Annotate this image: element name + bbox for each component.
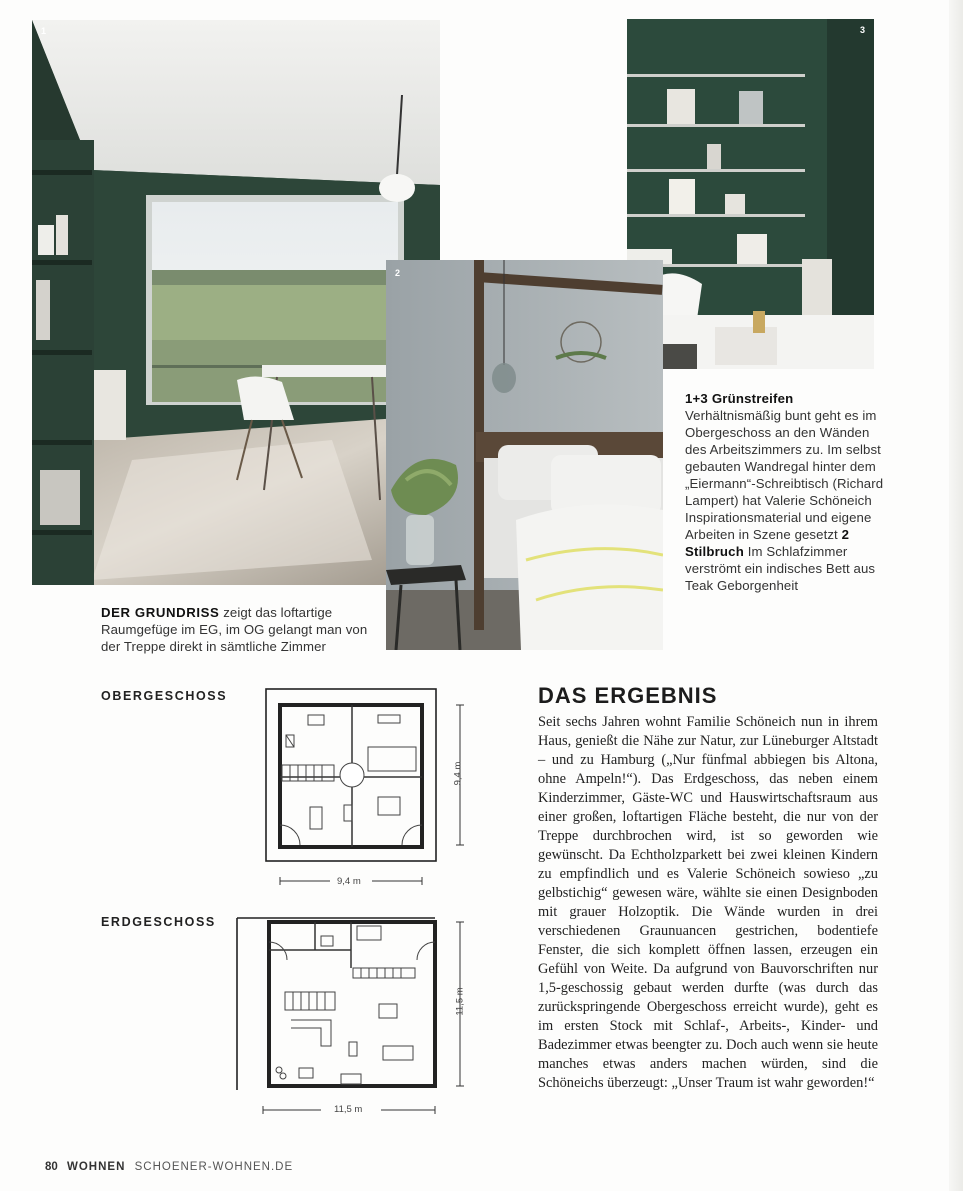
photo-number: 1 (41, 26, 47, 36)
caption-text: zeigt das loftartige Raumgefüge im EG, im OG gelangt man von der Treppe direkt in sämtliche Zimmer (101, 605, 368, 654)
caption-floorplan (101, 604, 381, 655)
magazine-url: SCHOENER-WOHNEN.DE (134, 1161, 294, 1173)
caption-photos (685, 390, 885, 594)
photo-bedroom (386, 260, 663, 650)
article-headline: DAS ERGEBNIS (538, 683, 718, 708)
article-body: Seit sechs Jahren wohnt Familie Schöneich nun in ihrem Haus, genießt die Nähe zur Natur, zur Lüneburger Altstadt – und zu Hamburg („Nur fünfmal abbiegen bis Altona, ohne Ampeln!“). Das Erdgeschoss, das neben einem Kinderzimmer, Gäste-WC und Hauswirtschaftsraum aus einer großen, loftartigen Fläche besteht, die nur von der Treppe durchbrochen wird, ist so geworden wie gewünscht. Da Echtholzparkett bei zwei kleinen Kindern zu empfindlich und es Valerie Schöneich sowieso „zu gelbstichig“ gewesen wäre, wählte sie einen Designboden mit grauer Holzoptik. Die Wände wurden in drei verschiedenen Graunuancen gestrichen, bodentiefe Fenster, die sich komplett öffnen lassen, erzeugen ein Gefühl von Weite. Da aufgrund von Bauvorschriften nur 1,5-geschossig gebaut werden durfte (was durch das zurückspringende Obergeschoss erreicht wurde), geht es im ersten Stock mit Schlaf-, Arbeits-, Kinder- und Badezimmer etwas beengter zu. Doch auch wenn sie heute manches etwas anders machen würden, sind die Schöneichs überzeugt: „Unser Traum ist wahr geworden!“ (538, 714, 878, 1091)
caption-lead: DER GRUNDRISS (101, 605, 220, 620)
photo-number: 2 (395, 268, 401, 278)
photo-number: 3 (859, 25, 865, 35)
eg-height-dimension: 11,5 m (454, 987, 466, 1016)
floorplan-obergeschoss (260, 685, 480, 895)
caption-lead: 2 Stilbruch (685, 527, 850, 559)
floorplan-erdgeschoss (233, 912, 483, 1117)
label-obergeschoss: OBERGESCHOSS (101, 689, 228, 703)
caption-text: Verhältnismäßig bunt geht es im Obergeschoss an den Wänden des Arbeitszimmers zu. Im selbst gebauten Wandregal hinter dem „Eiermann“-Schreibtisch (Richard Lampert) hat Valerie Schöneich Inspirationsmaterial und eigene Arbeiten in Szene gesetzt (685, 408, 884, 542)
photo-green-shelves (627, 19, 874, 369)
label-erdgeschoss: ERDGESCHOSS (101, 915, 216, 929)
photo-loft-workspace (32, 20, 440, 585)
page-edge (949, 0, 963, 1191)
page-number: 80 (45, 1161, 58, 1173)
page-footer (45, 1161, 293, 1173)
caption-lead: 1+3 Grünstreifen (685, 391, 794, 406)
eg-width-dimension: 11,5 m (334, 1104, 363, 1115)
caption-text: Im Schlafzimmer verströmt ein indisches Bett aus Teak Geborgenheit (685, 544, 876, 593)
og-height-dimension: 9,4 m (452, 761, 464, 786)
magazine-section: WOHNEN (67, 1161, 126, 1173)
og-width-dimension: 9,4 m (337, 876, 361, 887)
